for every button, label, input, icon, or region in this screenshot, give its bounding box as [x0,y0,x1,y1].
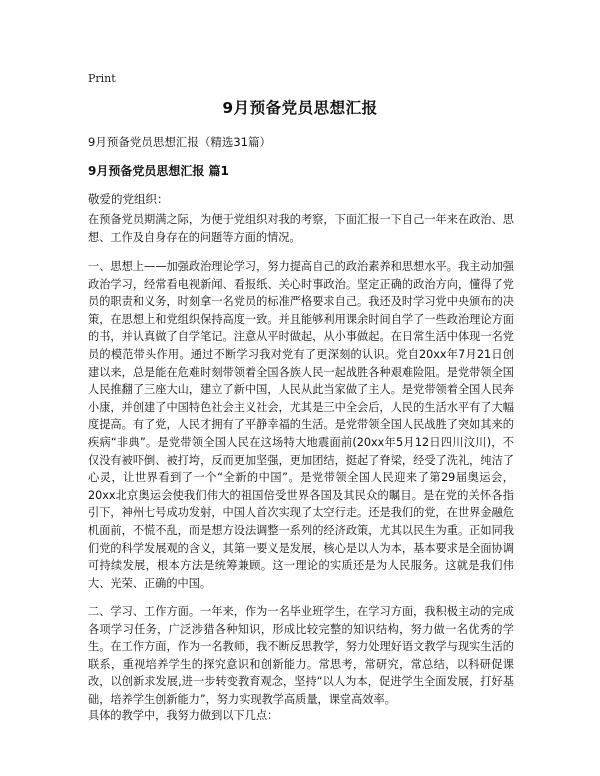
teaching-intro-paragraph: 具体的教学中，我努力做到以下几点： [88,709,279,722]
section-heading: 9月预备党员思想汇报 篇1 [88,164,229,178]
document-title: 9月预备党员思想汇报 [222,99,378,117]
greeting-line: 敬爱的党组织： [88,192,169,206]
study-work-paragraph: 二、学习、工作方面。一年来，作为一名毕业班学生，在学习方面，我积极主动的完成各项学习任务，广泛涉猎各种知识，形成比较完整的知识结构，努力做一名优秀的学生。在工作方面，作为一名教师，我不断反思教学，努力处理好语文教学与现实生活的联系，重视培养学生的探究意识和创新能力。常思考，常研究，常总结，以科研促课改，以创新求发展,进一步转变教育观念，坚持“以人为本，促进学生全面发展，打好基础，培养学生创新能力”，努力实现教学高质量，课堂高效率。 [88,605,514,706]
ideology-paragraph: 一、思想上——加强政治理论学习，努力提高自己的政治素养和思想水平。我主动加强政治学习，经常看电视新闻、看报纸、关心时事政治。坚定正确的政治方向，懂得了党员的职责和义务，时刻拿一名党员的标准严格要求自己。我还及时学习党中央颁布的决策，在思想上和党组织保持高度一致。并且能够利用课余时间自学了一些政治理论方面的书，并认真做了自学笔记。注意从平时做起，从小事做起。在日常生活中体现一名党员的模范带头作用。通过不断学习我对党有了更深刻的认识。党自20xx年7月21日创建以来，总是能在危难时刻带领着全国各族人民一起战胜各种艰难险阻。是党带领全国人民推翻了三座大山，建立了新中国，人民从此当家做了主人。是党带领着全国人民奔小康，并创建了中国特色社会主义社会，尤其是三中全会后，人民的生活水平有了大幅度提高。有了党，人民才拥有了平静幸福的生活。是党带领全国人民战胜了突如其来的疾病“非典”。是党带领全国人民在这场特大地震面前(20xx年5月12日四川汶川)，不仅没有被吓倒、被打垮，反而更加坚强，更加团结，挺起了脊梁，经受了洗礼，纯洁了心灵，让世界看到了一个“全新的中国”。是党带领全国人民迎来了第29届奥运会，20xx北京奥运会使我们伟大的祖国倍受世界各国及其民众的瞩目。是在党的关怀各指引下，神州七号成功发射，中国人首次实现了太空行走。还是我们的党，在世界金融危机面前，不慌不乱，而是想方设法调整一系列的经济政策，尤其以民生为重。正如同我们党的科学发展观的含义，其第一要义是发展，核心是以人为本，基本要求是全面协调可持续发展，根本方法是统筹兼顾。这一理论的实质还是为人民服务。这就是我们伟大、光荣、正确的中国。 [88,260,514,590]
print-link[interactable]: Print [88,72,116,85]
intro-paragraph: 在预备党员期满之际，为便于党组织对我的考察，下面汇报一下自己一年来在政治、思想、工作及自身存在的问题等方面的情况。 [88,213,514,244]
document-subtitle: 9月预备党员思想汇报（精选31篇） [88,135,271,149]
